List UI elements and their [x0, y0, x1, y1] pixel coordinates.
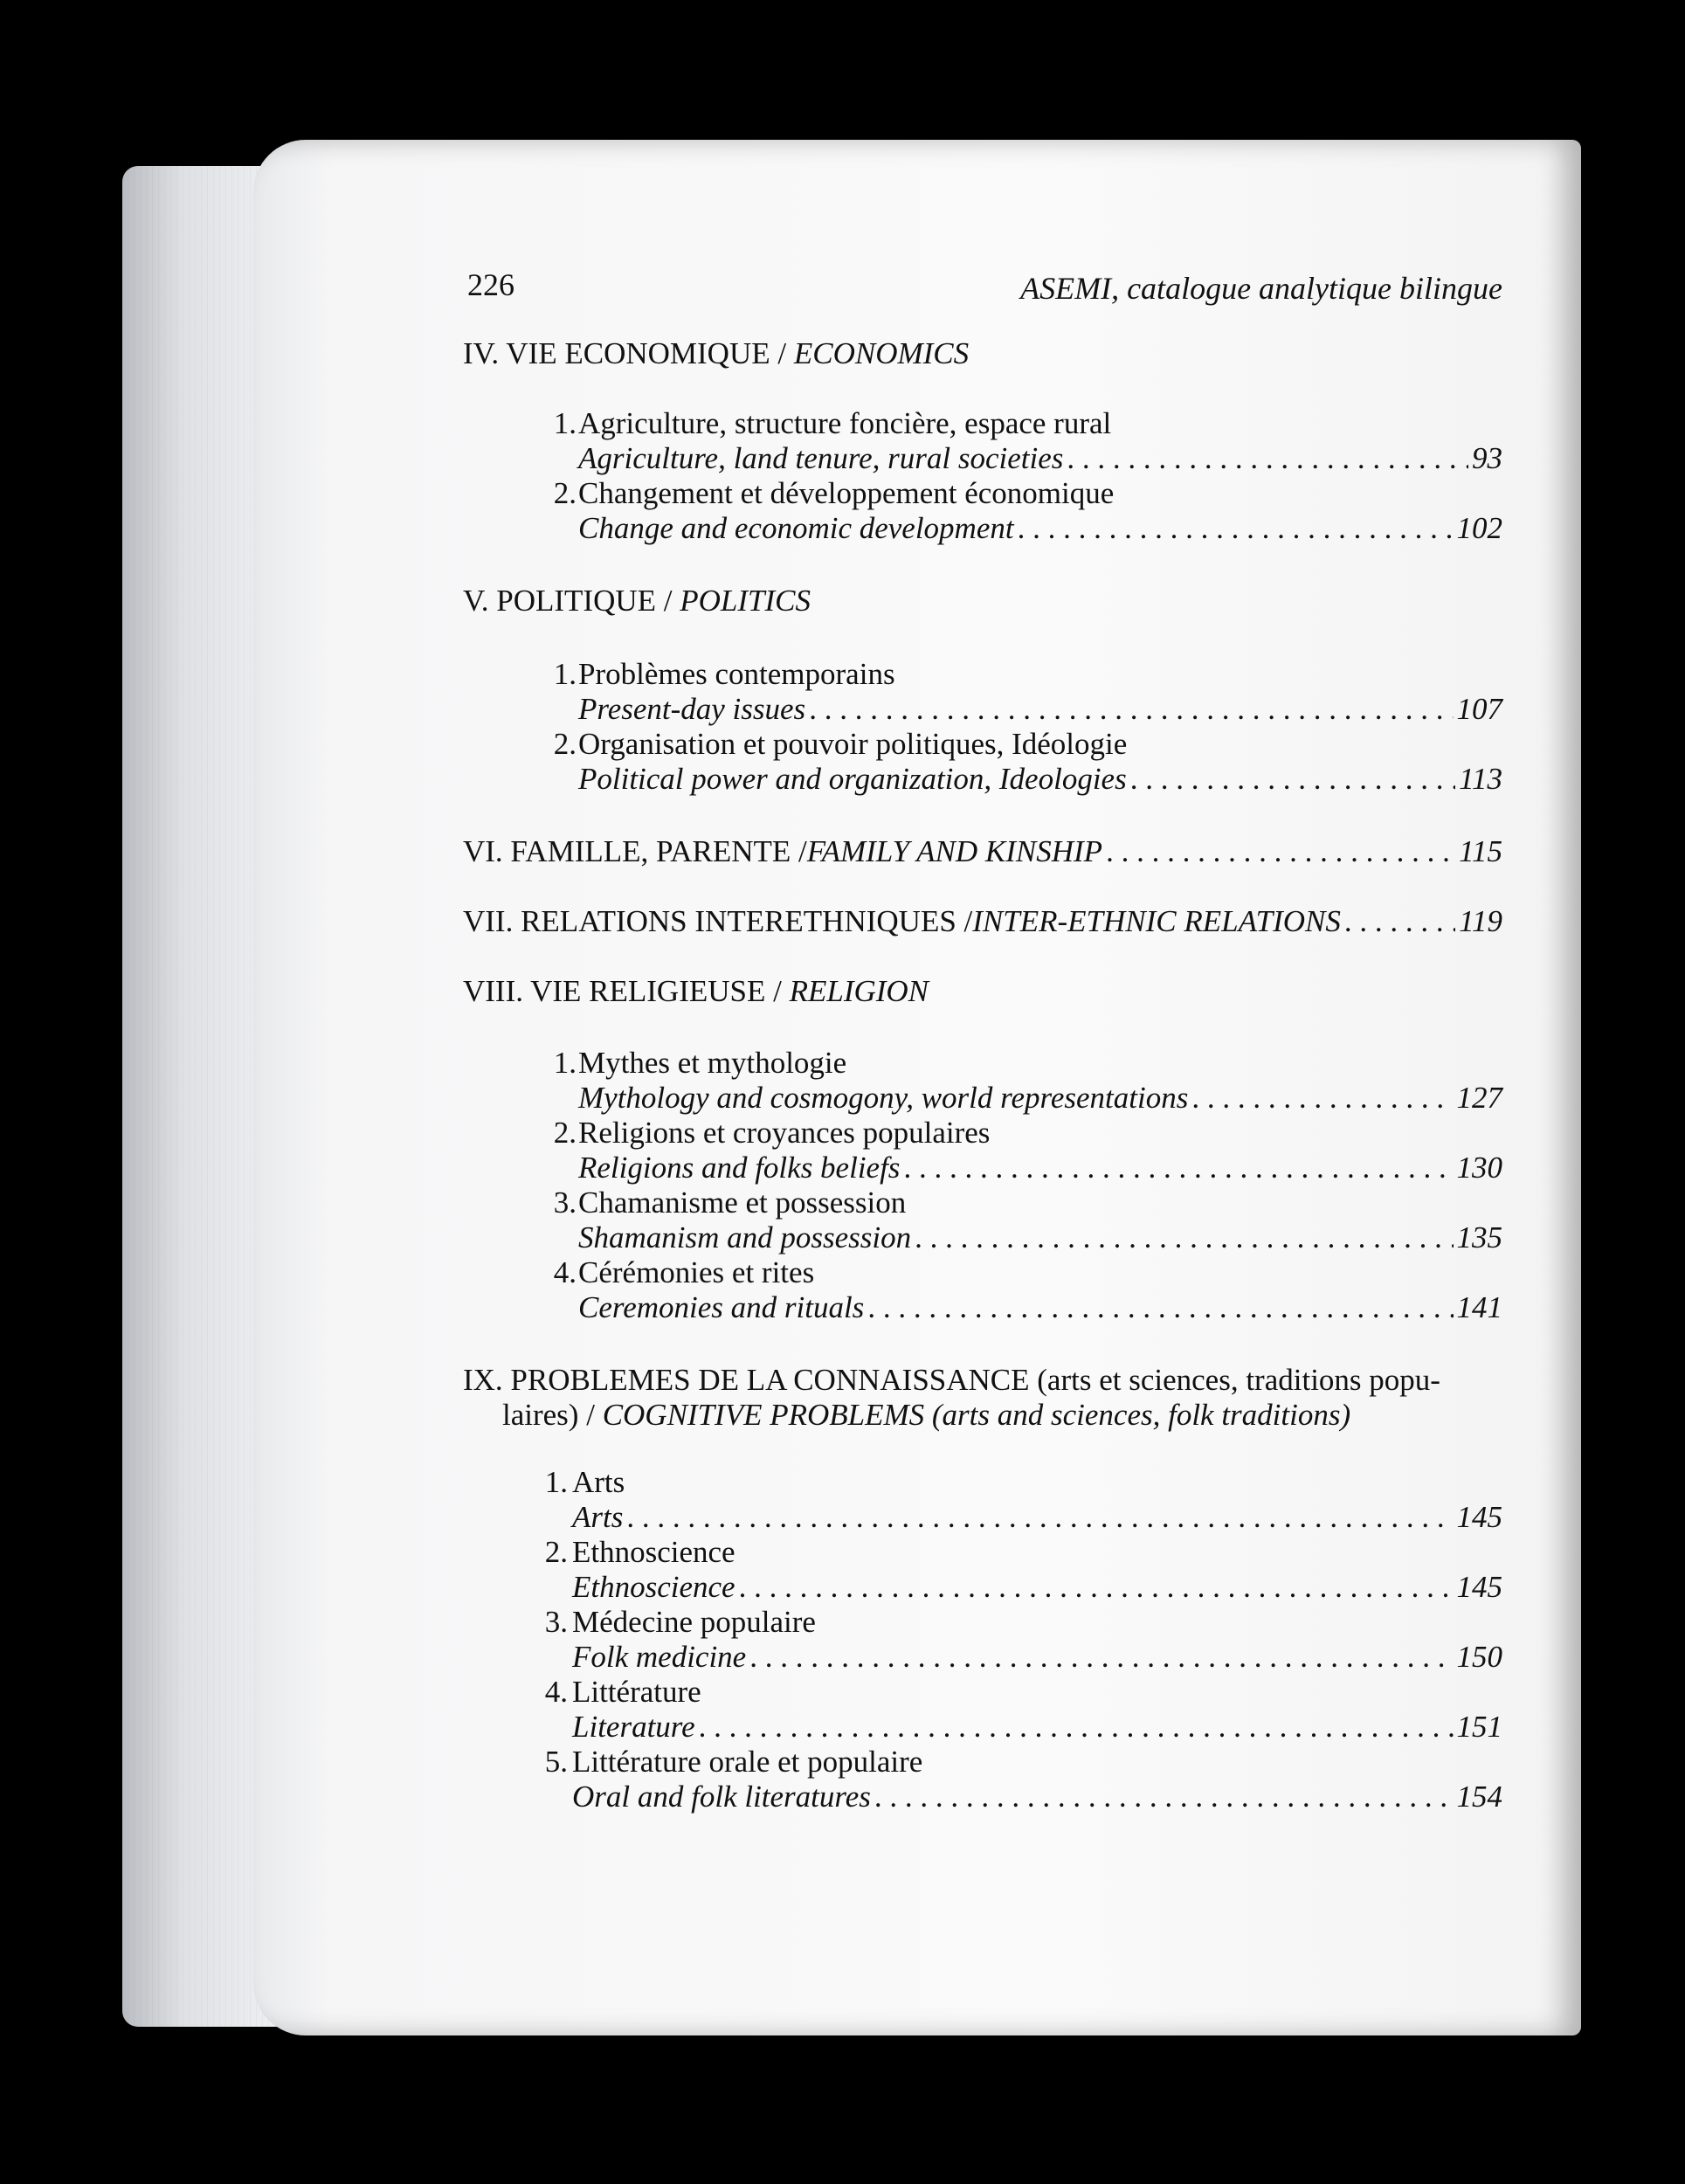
entry-number: 1.: [553, 1046, 577, 1080]
entry-title-fr: Changement et développement économique: [578, 476, 1115, 510]
entry-number: 3.: [553, 1185, 577, 1220]
entry-title-en: Religions and folks beliefs: [578, 1151, 901, 1185]
entry-title-fr: Cérémonies et rites: [578, 1255, 815, 1289]
entry-page: 151: [1456, 1710, 1502, 1744]
section-fr: VII. RELATIONS INTERETHNIQUES /: [463, 904, 973, 938]
entry-number: 4.: [553, 1255, 577, 1289]
entry-page: 107: [1456, 692, 1502, 726]
section-page: 115: [1459, 834, 1502, 868]
section-heading-vi[interactable]: [463, 834, 1502, 869]
entry-number: 1.: [544, 1465, 568, 1499]
entry-title-en: Political power and organization, Ideologies: [578, 762, 1127, 796]
entry-title-fr: Médecine populaire: [572, 1605, 816, 1639]
entry-page: 154: [1456, 1780, 1502, 1814]
section-en: POLITICS: [680, 584, 811, 618]
entry-title-en: Present-day issues: [578, 692, 806, 726]
entry-title-en: Shamanism and possession: [578, 1220, 912, 1254]
entry-page: 93: [1472, 441, 1502, 475]
section-heading-ix: [463, 1363, 1502, 1433]
section-fr: VI. FAMILLE, PARENTE /: [463, 834, 807, 868]
section-en: INTER-ETHNIC RELATIONS: [972, 904, 1341, 938]
entry-title-en: Oral and folk literatures: [572, 1780, 871, 1814]
entry-number: 1.: [553, 657, 577, 691]
entry-title-fr: Religions et croyances populaires: [578, 1116, 991, 1150]
entry-title-en: Mythology and cosmogony, world representations: [578, 1081, 1189, 1115]
section-heading-iv: [463, 336, 1502, 371]
entry-number: 2.: [553, 476, 577, 510]
entry-number: 2.: [544, 1535, 568, 1569]
entry-number: 1.: [553, 406, 577, 440]
section-fr: VIII. VIE RELIGIEUSE /: [463, 974, 790, 1008]
section-en: COGNITIVE PROBLEMS (arts and sciences, folk traditions): [602, 1398, 1351, 1432]
entry-number: 3.: [544, 1605, 568, 1639]
entry-title-fr: Problèmes contemporains: [578, 657, 895, 691]
entry-page: 113: [1459, 762, 1502, 796]
entry-title-en: Ethnoscience: [572, 1570, 735, 1604]
entry-number: 2.: [553, 727, 577, 761]
entry-title-fr: Littérature: [572, 1675, 701, 1709]
entry-title-fr: Chamanisme et possession: [578, 1185, 907, 1220]
entry-title-en: Arts: [572, 1500, 624, 1534]
entry-number: 2.: [553, 1116, 577, 1150]
section-fr: IV. VIE ECONOMIQUE /: [463, 336, 794, 370]
section-heading-v: [463, 584, 1502, 619]
entry-page: 102: [1456, 511, 1502, 545]
section-fr: V. POLITIQUE /: [463, 584, 680, 618]
running-title: ASEMI, catalogue analytique bilingue: [1020, 271, 1502, 306]
entry-page: 145: [1456, 1570, 1502, 1604]
section-heading-vii[interactable]: [463, 904, 1502, 939]
entry-page: 150: [1456, 1640, 1502, 1674]
entry-title-fr: Mythes et mythologie: [578, 1046, 847, 1080]
entry-page: 141: [1456, 1290, 1502, 1324]
section-heading-viii: [463, 974, 1502, 1009]
entry-page: 135: [1456, 1220, 1502, 1254]
entry-number: 5.: [544, 1745, 568, 1779]
running-head: [467, 266, 1502, 310]
entry-title-en: Ceremonies and rituals: [578, 1290, 865, 1324]
entry-page: 145: [1456, 1500, 1502, 1534]
entry-title-fr: Arts: [572, 1465, 625, 1499]
entry-page: 130: [1456, 1151, 1502, 1185]
entry-title-fr: Agriculture, structure foncière, espace rural: [578, 406, 1112, 440]
entry-number: 4.: [544, 1675, 568, 1709]
section-en: FAMILY AND KINSHIP: [806, 834, 1103, 868]
entry-title-fr: Organisation et pouvoir politiques, Idéologie: [578, 727, 1128, 761]
section-fr: laires) /: [502, 1398, 603, 1432]
entry-title-fr: Littérature orale et populaire: [572, 1745, 923, 1779]
section-en: RELIGION: [789, 974, 929, 1008]
entry-title-fr: Ethnoscience: [572, 1535, 735, 1569]
section-heading-line: IX. PROBLEMES DE LA CONNAISSANCE (arts et sciences, traditions popu-: [463, 1363, 1440, 1397]
entry-page: 127: [1456, 1081, 1502, 1115]
entry-title-en: Folk medicine: [572, 1640, 747, 1674]
section-page: 119: [1459, 904, 1502, 938]
entry-title-en: Agriculture, land tenure, rural societies: [578, 441, 1064, 475]
entry-title-en: Change and economic development: [578, 511, 1014, 545]
page-number: 226: [467, 267, 514, 302]
section-en: ECONOMICS: [793, 336, 970, 370]
entry-title-en: Literature: [572, 1710, 695, 1744]
